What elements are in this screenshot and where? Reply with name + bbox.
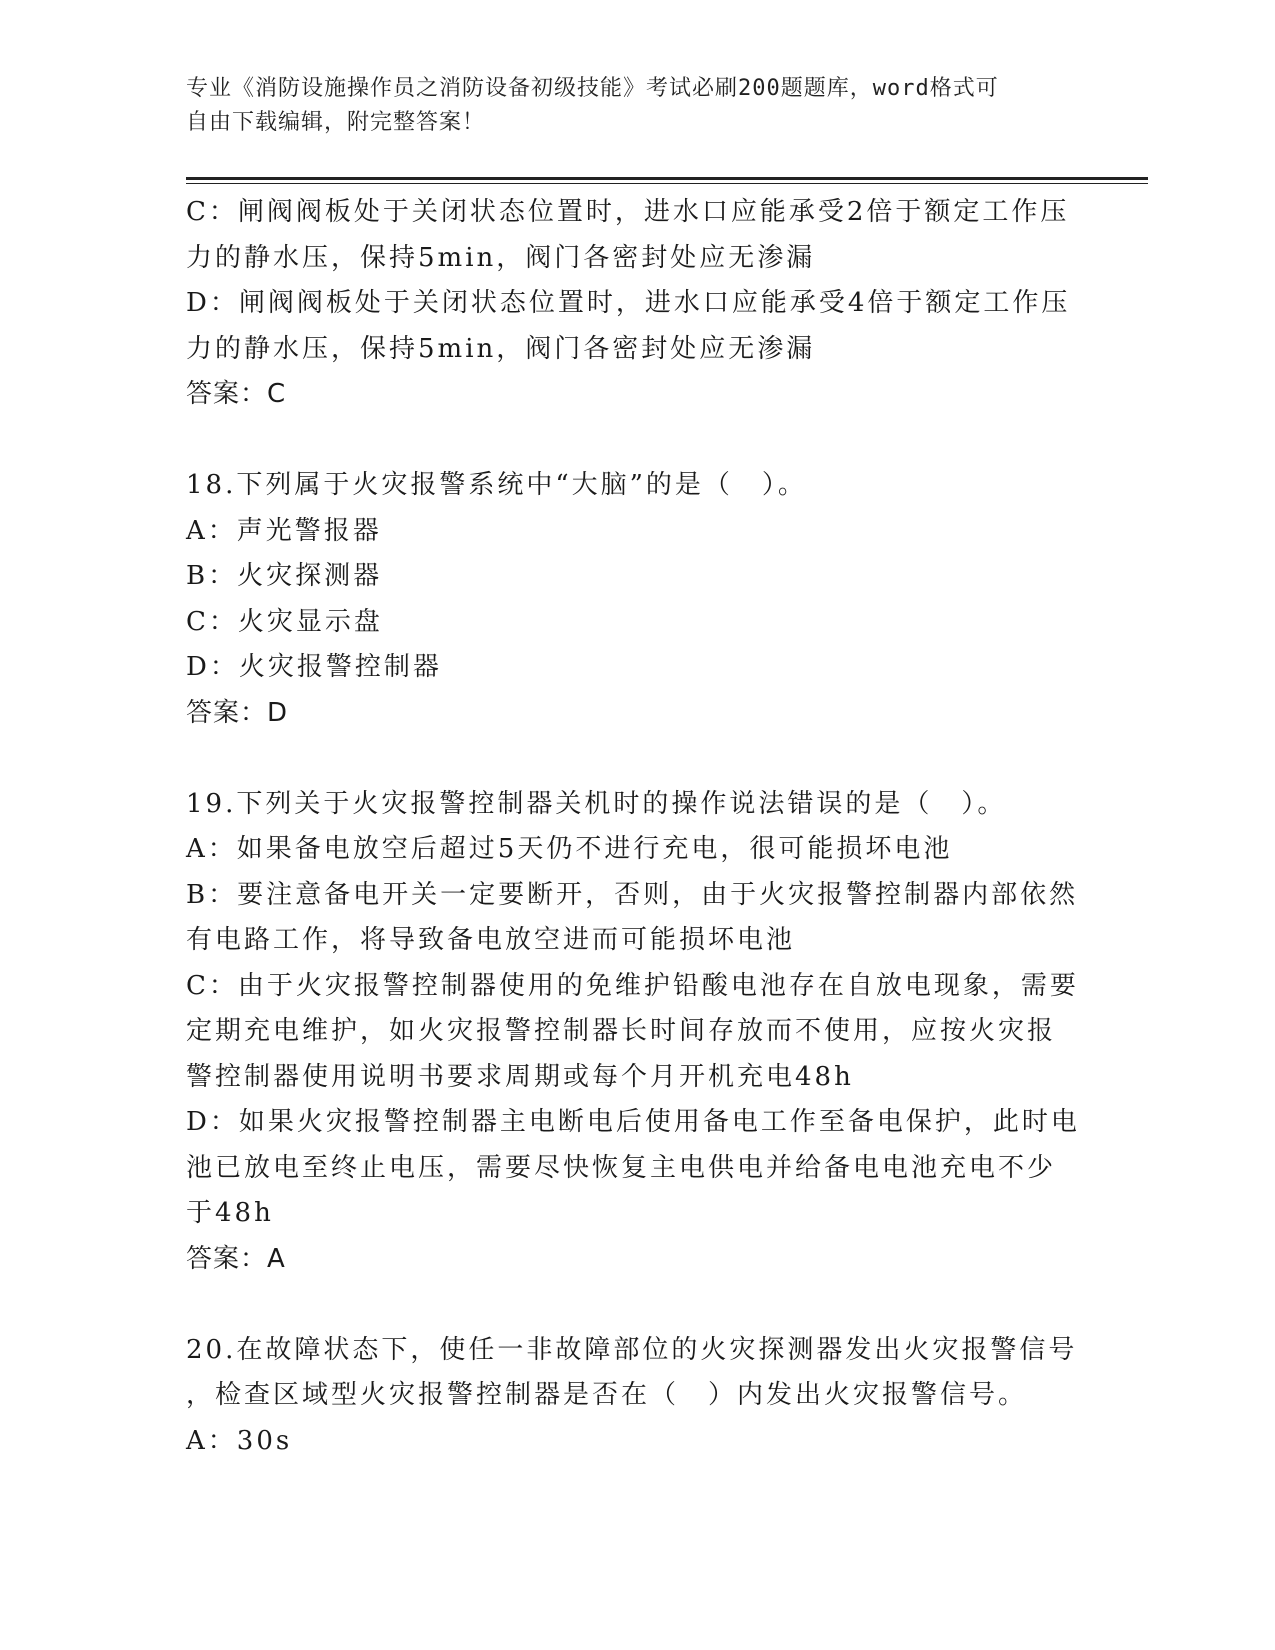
spacer: [186, 1282, 1086, 1328]
q18-option-b: B：火灾探测器: [186, 561, 383, 591]
q18-option-d: D：火灾报警控制器: [186, 652, 442, 682]
q19-option-d-line-3: 于48h: [186, 1198, 274, 1228]
question-17: [186, 190, 1086, 418]
q19-answer: 答案：A: [186, 1243, 286, 1274]
q19-option-c-line-3: 警控制器使用说明书要求周期或每个月开机充电48h: [186, 1061, 854, 1092]
q19-option-c-line-1: C：由于火灾报警控制器使用的免维护铅酸电池存在自放电现象，需要: [186, 970, 1079, 1001]
q18-option-a: A：声光警报器: [186, 515, 382, 546]
header-rule-thin: [186, 183, 1148, 184]
q17-answer: 答案：C: [186, 379, 287, 409]
q18-stem: 18.下列属于火灾报警系统中“大脑”的是（ ）。: [186, 470, 807, 500]
q17-option-d-line-2: 力的静水压，保持5min，阀门各密封处应无渗漏: [186, 333, 816, 364]
q18-answer: 答案：D: [186, 697, 289, 728]
question-list: [186, 190, 1086, 1464]
q19-stem: 19.下列关于火灾报警控制器关机时的操作说法错误的是（ ）。: [186, 788, 1007, 819]
q19-option-d-line-1: D：如果火灾报警控制器主电断电后使用备电工作至备电保护，此时电: [186, 1107, 1080, 1137]
document-header: [186, 72, 1066, 140]
q20-option-a: A：30s: [186, 1425, 293, 1456]
q20-stem-line-2: ，检查区域型火灾报警控制器是否在（ ）内发出火灾报警信号。: [186, 1380, 1028, 1410]
q19-option-b-line-1: B：要注意备电开关一定要断开，否则，由于火灾报警控制器内部依然: [186, 879, 1079, 910]
header-rule-thick: [186, 177, 1148, 180]
q20-stem-line-1: 20.在故障状态下，使任一非故障部位的火灾探测器发出火灾报警信号: [186, 1334, 1078, 1365]
header-line-2: 自由下载编辑，附完整答案！: [186, 110, 486, 135]
q17-option-d-line-1: D：闸阀阀板处于关闭状态位置时，进水口应能承受4倍于额定工作压: [186, 288, 1071, 318]
question-19: [186, 782, 1086, 1283]
q17-option-c-line-1: C：闸阀阀板处于关闭状态位置时，进水口应能承受2倍于额定工作压: [186, 197, 1070, 227]
q19-option-a: A：如果备电放空后超过5天仍不进行充电，很可能损坏电池: [186, 834, 953, 864]
q19-option-d-line-2: 池已放电至终止电压，需要尽快恢复主电供电并给备电电池充电不少: [186, 1152, 1057, 1183]
q19-option-b-line-2: 有电路工作，将导致备电放空进而可能损坏电池: [186, 925, 796, 955]
question-20: [186, 1328, 1086, 1465]
question-18: [186, 463, 1086, 736]
q19-option-c-line-2: 定期充电维护，如火灾报警控制器长时间存放而不使用，应按火灾报: [186, 1016, 1057, 1046]
spacer: [186, 418, 1086, 464]
q17-option-c-line-2: 力的静水压，保持5min，阀门各密封处应无渗漏: [186, 242, 816, 273]
q18-option-c: C：火灾显示盘: [186, 606, 383, 637]
spacer: [186, 736, 1086, 782]
header-line-1: 专业《消防设施操作员之消防设备初级技能》考试必刷200题题库，word格式可: [186, 76, 999, 101]
